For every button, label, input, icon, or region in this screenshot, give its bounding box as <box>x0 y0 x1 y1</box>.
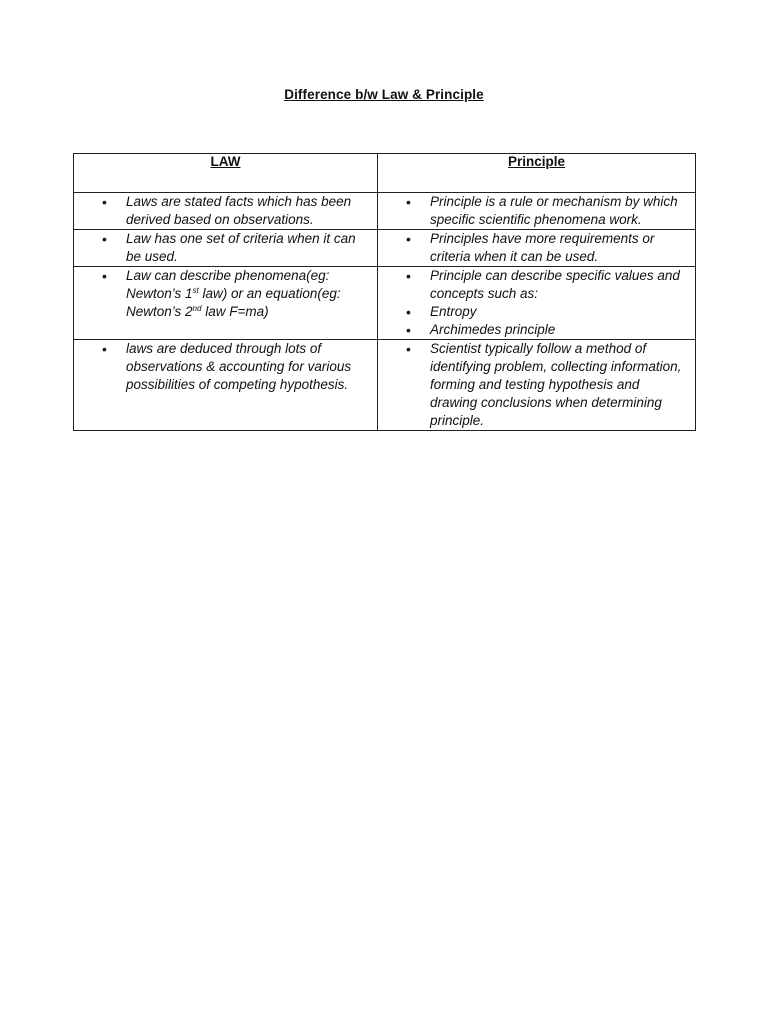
table-row <box>74 193 696 230</box>
principle-header-label: Principle <box>507 154 566 169</box>
law-cell <box>74 267 378 340</box>
law-cell <box>74 230 378 267</box>
law-bullet: • Laws are stated facts which has been derived based on observations. <box>74 193 377 229</box>
table-row <box>74 340 696 431</box>
principle-bullet: • Principles have more requirements or criteria when it can be used. <box>378 230 695 266</box>
comparison-table <box>73 153 696 431</box>
table-row <box>74 267 696 340</box>
law-cell <box>74 340 378 431</box>
principle-bullet: • Archimedes principle <box>378 321 695 339</box>
law-column-header <box>74 154 378 193</box>
principle-cell <box>378 340 696 431</box>
law-bullet: • Law has one set of criteria when it can be used. <box>74 230 377 266</box>
principle-cell <box>378 230 696 267</box>
principle-bullet: • Entropy <box>378 303 695 321</box>
table-header-row <box>74 154 696 193</box>
principle-cell <box>378 193 696 230</box>
law-bullet: • Law can describe phenomena(eg: Newton’s 1st law) or an equation(eg: Newton’s 2nd law F=ma) <box>74 267 377 321</box>
principle-bullet: • Principle can describe specific values and concepts such as: <box>378 267 695 303</box>
law-bullet: • laws are deduced through lots of observations & accounting for various possibilities of competing hypothesis. <box>74 340 377 394</box>
principle-bullet: • Principle is a rule or mechanism by which specific scientific phenomena work. <box>378 193 695 229</box>
document-title: Difference b/w Law & Principle <box>284 87 484 102</box>
principle-bullet: • Scientist typically follow a method of identifying problem, collecting information, forming and testing hypothesis and drawing conclusions when determining principle. <box>378 340 695 430</box>
law-cell <box>74 193 378 230</box>
principle-column-header <box>378 154 696 193</box>
table-row <box>74 230 696 267</box>
principle-cell <box>378 267 696 340</box>
law-header-label: LAW <box>210 154 241 169</box>
